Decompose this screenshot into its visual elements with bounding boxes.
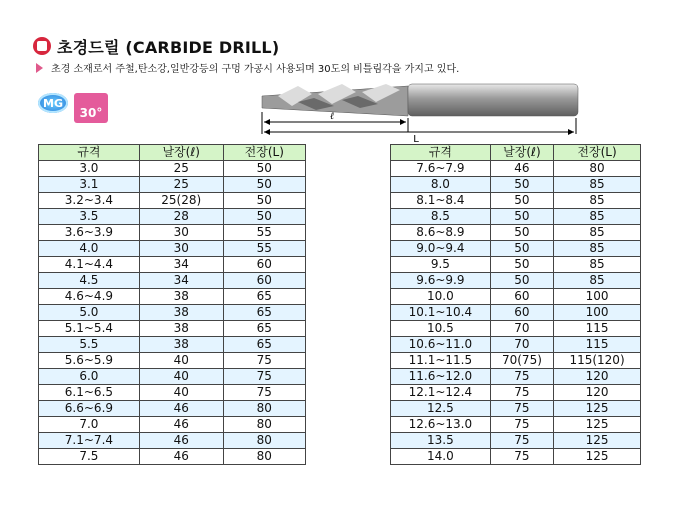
cell-flute-length: 75 bbox=[490, 417, 553, 433]
cell-flute-length: 38 bbox=[139, 305, 223, 321]
cell-size: 9.6~9.9 bbox=[391, 273, 491, 289]
cell-size: 10.5 bbox=[391, 321, 491, 337]
cell-overall-length: 65 bbox=[223, 337, 305, 353]
cell-size: 5.1~5.4 bbox=[39, 321, 140, 337]
cell-overall-length: 80 bbox=[223, 449, 305, 465]
cell-overall-length: 75 bbox=[223, 369, 305, 385]
cell-flute-length: 75 bbox=[490, 401, 553, 417]
table-header-row bbox=[391, 145, 641, 161]
cell-flute-length: 34 bbox=[139, 273, 223, 289]
cell-flute-length: 30 bbox=[139, 225, 223, 241]
cell-overall-length: 60 bbox=[223, 273, 305, 289]
cell-overall-length: 50 bbox=[223, 161, 305, 177]
cell-flute-length: 50 bbox=[490, 177, 553, 193]
cell-size: 10.6~11.0 bbox=[391, 337, 491, 353]
cell-size: 6.1~6.5 bbox=[39, 385, 140, 401]
cell-size: 12.5 bbox=[391, 401, 491, 417]
cell-overall-length: 80 bbox=[223, 417, 305, 433]
cell-size: 7.5 bbox=[39, 449, 140, 465]
cell-size: 5.0 bbox=[39, 305, 140, 321]
table-row bbox=[39, 337, 306, 353]
overall-length-label: L bbox=[413, 134, 419, 144]
cell-size: 12.6~13.0 bbox=[391, 417, 491, 433]
cell-size: 4.1~4.4 bbox=[39, 257, 140, 273]
table-row bbox=[391, 449, 641, 465]
cell-size: 8.5 bbox=[391, 209, 491, 225]
cell-size: 3.5 bbox=[39, 209, 140, 225]
column-header-flute-length: 날장(ℓ) bbox=[490, 145, 553, 161]
cell-overall-length: 75 bbox=[223, 353, 305, 369]
cell-overall-length: 55 bbox=[223, 241, 305, 257]
cell-flute-length: 50 bbox=[490, 209, 553, 225]
cell-overall-length: 55 bbox=[223, 225, 305, 241]
cell-size: 8.1~8.4 bbox=[391, 193, 491, 209]
description-row bbox=[36, 60, 459, 75]
spec-table-left-body bbox=[39, 161, 306, 465]
table-row bbox=[39, 401, 306, 417]
cell-size: 3.0 bbox=[39, 161, 140, 177]
cell-flute-length: 25 bbox=[139, 161, 223, 177]
cell-size: 9.5 bbox=[391, 257, 491, 273]
table-row bbox=[39, 161, 306, 177]
table-row bbox=[39, 177, 306, 193]
table-row bbox=[391, 193, 641, 209]
cell-flute-length: 75 bbox=[490, 369, 553, 385]
cell-flute-length: 70 bbox=[490, 337, 553, 353]
table-row bbox=[39, 193, 306, 209]
cell-overall-length: 125 bbox=[554, 417, 641, 433]
cell-flute-length: 60 bbox=[490, 289, 553, 305]
table-row bbox=[391, 177, 641, 193]
cell-overall-length: 60 bbox=[223, 257, 305, 273]
spec-table-left bbox=[38, 144, 306, 465]
cell-flute-length: 46 bbox=[139, 401, 223, 417]
cell-size: 7.6~7.9 bbox=[391, 161, 491, 177]
cell-flute-length: 50 bbox=[490, 225, 553, 241]
pink-arrow-icon bbox=[36, 63, 43, 73]
cell-overall-length: 50 bbox=[223, 177, 305, 193]
flute-length-label: ℓ bbox=[329, 111, 335, 122]
title-row bbox=[33, 36, 279, 56]
page-title: 초경드릴 (CARBIDE DRILL) bbox=[57, 37, 280, 57]
cell-size: 5.6~5.9 bbox=[39, 353, 140, 369]
column-header-overall-length: 전장(L) bbox=[223, 145, 305, 161]
table-row bbox=[39, 433, 306, 449]
cell-size: 12.1~12.4 bbox=[391, 385, 491, 401]
cell-overall-length: 65 bbox=[223, 289, 305, 305]
table-row bbox=[391, 257, 641, 273]
table-row bbox=[39, 209, 306, 225]
column-header-size: 규격 bbox=[39, 145, 140, 161]
cell-size: 3.6~3.9 bbox=[39, 225, 140, 241]
cell-overall-length: 120 bbox=[554, 369, 641, 385]
table-row bbox=[39, 369, 306, 385]
cell-flute-length: 50 bbox=[490, 193, 553, 209]
cell-overall-length: 80 bbox=[223, 401, 305, 417]
table-row bbox=[39, 449, 306, 465]
table-row bbox=[391, 321, 641, 337]
cell-flute-length: 50 bbox=[490, 257, 553, 273]
cell-overall-length: 85 bbox=[554, 241, 641, 257]
table-row bbox=[391, 289, 641, 305]
cell-overall-length: 50 bbox=[223, 209, 305, 225]
table-row bbox=[39, 241, 306, 257]
table-row bbox=[391, 273, 641, 289]
feature-badges bbox=[38, 93, 108, 123]
table-row bbox=[391, 401, 641, 417]
table-row bbox=[39, 225, 306, 241]
cell-size: 7.0 bbox=[39, 417, 140, 433]
brand-logo-icon bbox=[33, 37, 51, 55]
spec-table-right bbox=[390, 144, 641, 465]
cell-size: 6.6~6.9 bbox=[39, 401, 140, 417]
helix-angle-badge-icon: 30° bbox=[74, 93, 108, 123]
cell-overall-length: 100 bbox=[554, 305, 641, 321]
table-row bbox=[39, 257, 306, 273]
table-row bbox=[391, 433, 641, 449]
table-row bbox=[391, 241, 641, 257]
cell-overall-length: 100 bbox=[554, 289, 641, 305]
cell-size: 9.0~9.4 bbox=[391, 241, 491, 257]
cell-size: 10.0 bbox=[391, 289, 491, 305]
cell-flute-length: 38 bbox=[139, 321, 223, 337]
cell-flute-length: 38 bbox=[139, 289, 223, 305]
cell-overall-length: 85 bbox=[554, 257, 641, 273]
cell-size: 4.5 bbox=[39, 273, 140, 289]
cell-flute-length: 30 bbox=[139, 241, 223, 257]
cell-size: 8.6~8.9 bbox=[391, 225, 491, 241]
cell-size: 3.2~3.4 bbox=[39, 193, 140, 209]
cell-overall-length: 125 bbox=[554, 433, 641, 449]
cell-size: 14.0 bbox=[391, 449, 491, 465]
cell-flute-length: 40 bbox=[139, 385, 223, 401]
cell-flute-length: 75 bbox=[490, 385, 553, 401]
cell-flute-length: 46 bbox=[139, 433, 223, 449]
cell-overall-length: 80 bbox=[554, 161, 641, 177]
table-row bbox=[39, 353, 306, 369]
cell-flute-length: 46 bbox=[139, 417, 223, 433]
cell-overall-length: 80 bbox=[223, 433, 305, 449]
cell-overall-length: 65 bbox=[223, 321, 305, 337]
cell-overall-length: 85 bbox=[554, 273, 641, 289]
column-header-size: 규격 bbox=[391, 145, 491, 161]
table-row bbox=[391, 369, 641, 385]
cell-overall-length: 120 bbox=[554, 385, 641, 401]
cell-flute-length: 25 bbox=[139, 177, 223, 193]
cell-overall-length: 115 bbox=[554, 337, 641, 353]
cell-size: 5.5 bbox=[39, 337, 140, 353]
table-row bbox=[391, 353, 641, 369]
drill-image-icon bbox=[262, 84, 578, 116]
table-row bbox=[39, 321, 306, 337]
table-row bbox=[391, 385, 641, 401]
column-header-flute-length: 날장(ℓ) bbox=[139, 145, 223, 161]
cell-overall-length: 50 bbox=[223, 193, 305, 209]
cell-size: 3.1 bbox=[39, 177, 140, 193]
table-row bbox=[391, 209, 641, 225]
mg-badge-icon: MG bbox=[38, 93, 68, 113]
cell-flute-length: 70 bbox=[490, 321, 553, 337]
cell-flute-length: 28 bbox=[139, 209, 223, 225]
cell-size: 4.0 bbox=[39, 241, 140, 257]
cell-flute-length: 25(28) bbox=[139, 193, 223, 209]
cell-flute-length: 46 bbox=[139, 449, 223, 465]
cell-overall-length: 125 bbox=[554, 401, 641, 417]
table-row bbox=[39, 305, 306, 321]
cell-flute-length: 75 bbox=[490, 433, 553, 449]
cell-overall-length: 85 bbox=[554, 193, 641, 209]
spec-table-right-body bbox=[391, 161, 641, 465]
table-row bbox=[391, 225, 641, 241]
table-row bbox=[391, 417, 641, 433]
table-row bbox=[391, 305, 641, 321]
cell-flute-length: 40 bbox=[139, 369, 223, 385]
cell-size: 10.1~10.4 bbox=[391, 305, 491, 321]
cell-size: 4.6~4.9 bbox=[39, 289, 140, 305]
cell-overall-length: 115 bbox=[554, 321, 641, 337]
cell-size: 8.0 bbox=[391, 177, 491, 193]
table-row bbox=[39, 273, 306, 289]
table-row bbox=[391, 337, 641, 353]
cell-flute-length: 70(75) bbox=[490, 353, 553, 369]
table-header-row bbox=[39, 145, 306, 161]
cell-flute-length: 50 bbox=[490, 241, 553, 257]
cell-overall-length: 85 bbox=[554, 177, 641, 193]
cell-size: 6.0 bbox=[39, 369, 140, 385]
table-row bbox=[39, 417, 306, 433]
cell-flute-length: 60 bbox=[490, 305, 553, 321]
table-row bbox=[39, 385, 306, 401]
cell-size: 7.1~7.4 bbox=[39, 433, 140, 449]
cell-overall-length: 115(120) bbox=[554, 353, 641, 369]
cell-overall-length: 125 bbox=[554, 449, 641, 465]
drill-dimension-diagram bbox=[258, 78, 588, 144]
cell-size: 11.6~12.0 bbox=[391, 369, 491, 385]
cell-flute-length: 40 bbox=[139, 353, 223, 369]
table-row bbox=[391, 161, 641, 177]
cell-overall-length: 75 bbox=[223, 385, 305, 401]
cell-flute-length: 38 bbox=[139, 337, 223, 353]
product-description: 초경 소재로서 주철,탄소강,일반강등의 구멍 가공시 사용되며 30도의 비틀림각을 가지고 있다. bbox=[51, 64, 460, 75]
cell-overall-length: 85 bbox=[554, 209, 641, 225]
cell-overall-length: 85 bbox=[554, 225, 641, 241]
cell-flute-length: 34 bbox=[139, 257, 223, 273]
cell-flute-length: 50 bbox=[490, 273, 553, 289]
table-row bbox=[39, 289, 306, 305]
cell-flute-length: 75 bbox=[490, 449, 553, 465]
cell-size: 13.5 bbox=[391, 433, 491, 449]
cell-size: 11.1~11.5 bbox=[391, 353, 491, 369]
cell-overall-length: 65 bbox=[223, 305, 305, 321]
column-header-overall-length: 전장(L) bbox=[554, 145, 641, 161]
cell-flute-length: 46 bbox=[490, 161, 553, 177]
